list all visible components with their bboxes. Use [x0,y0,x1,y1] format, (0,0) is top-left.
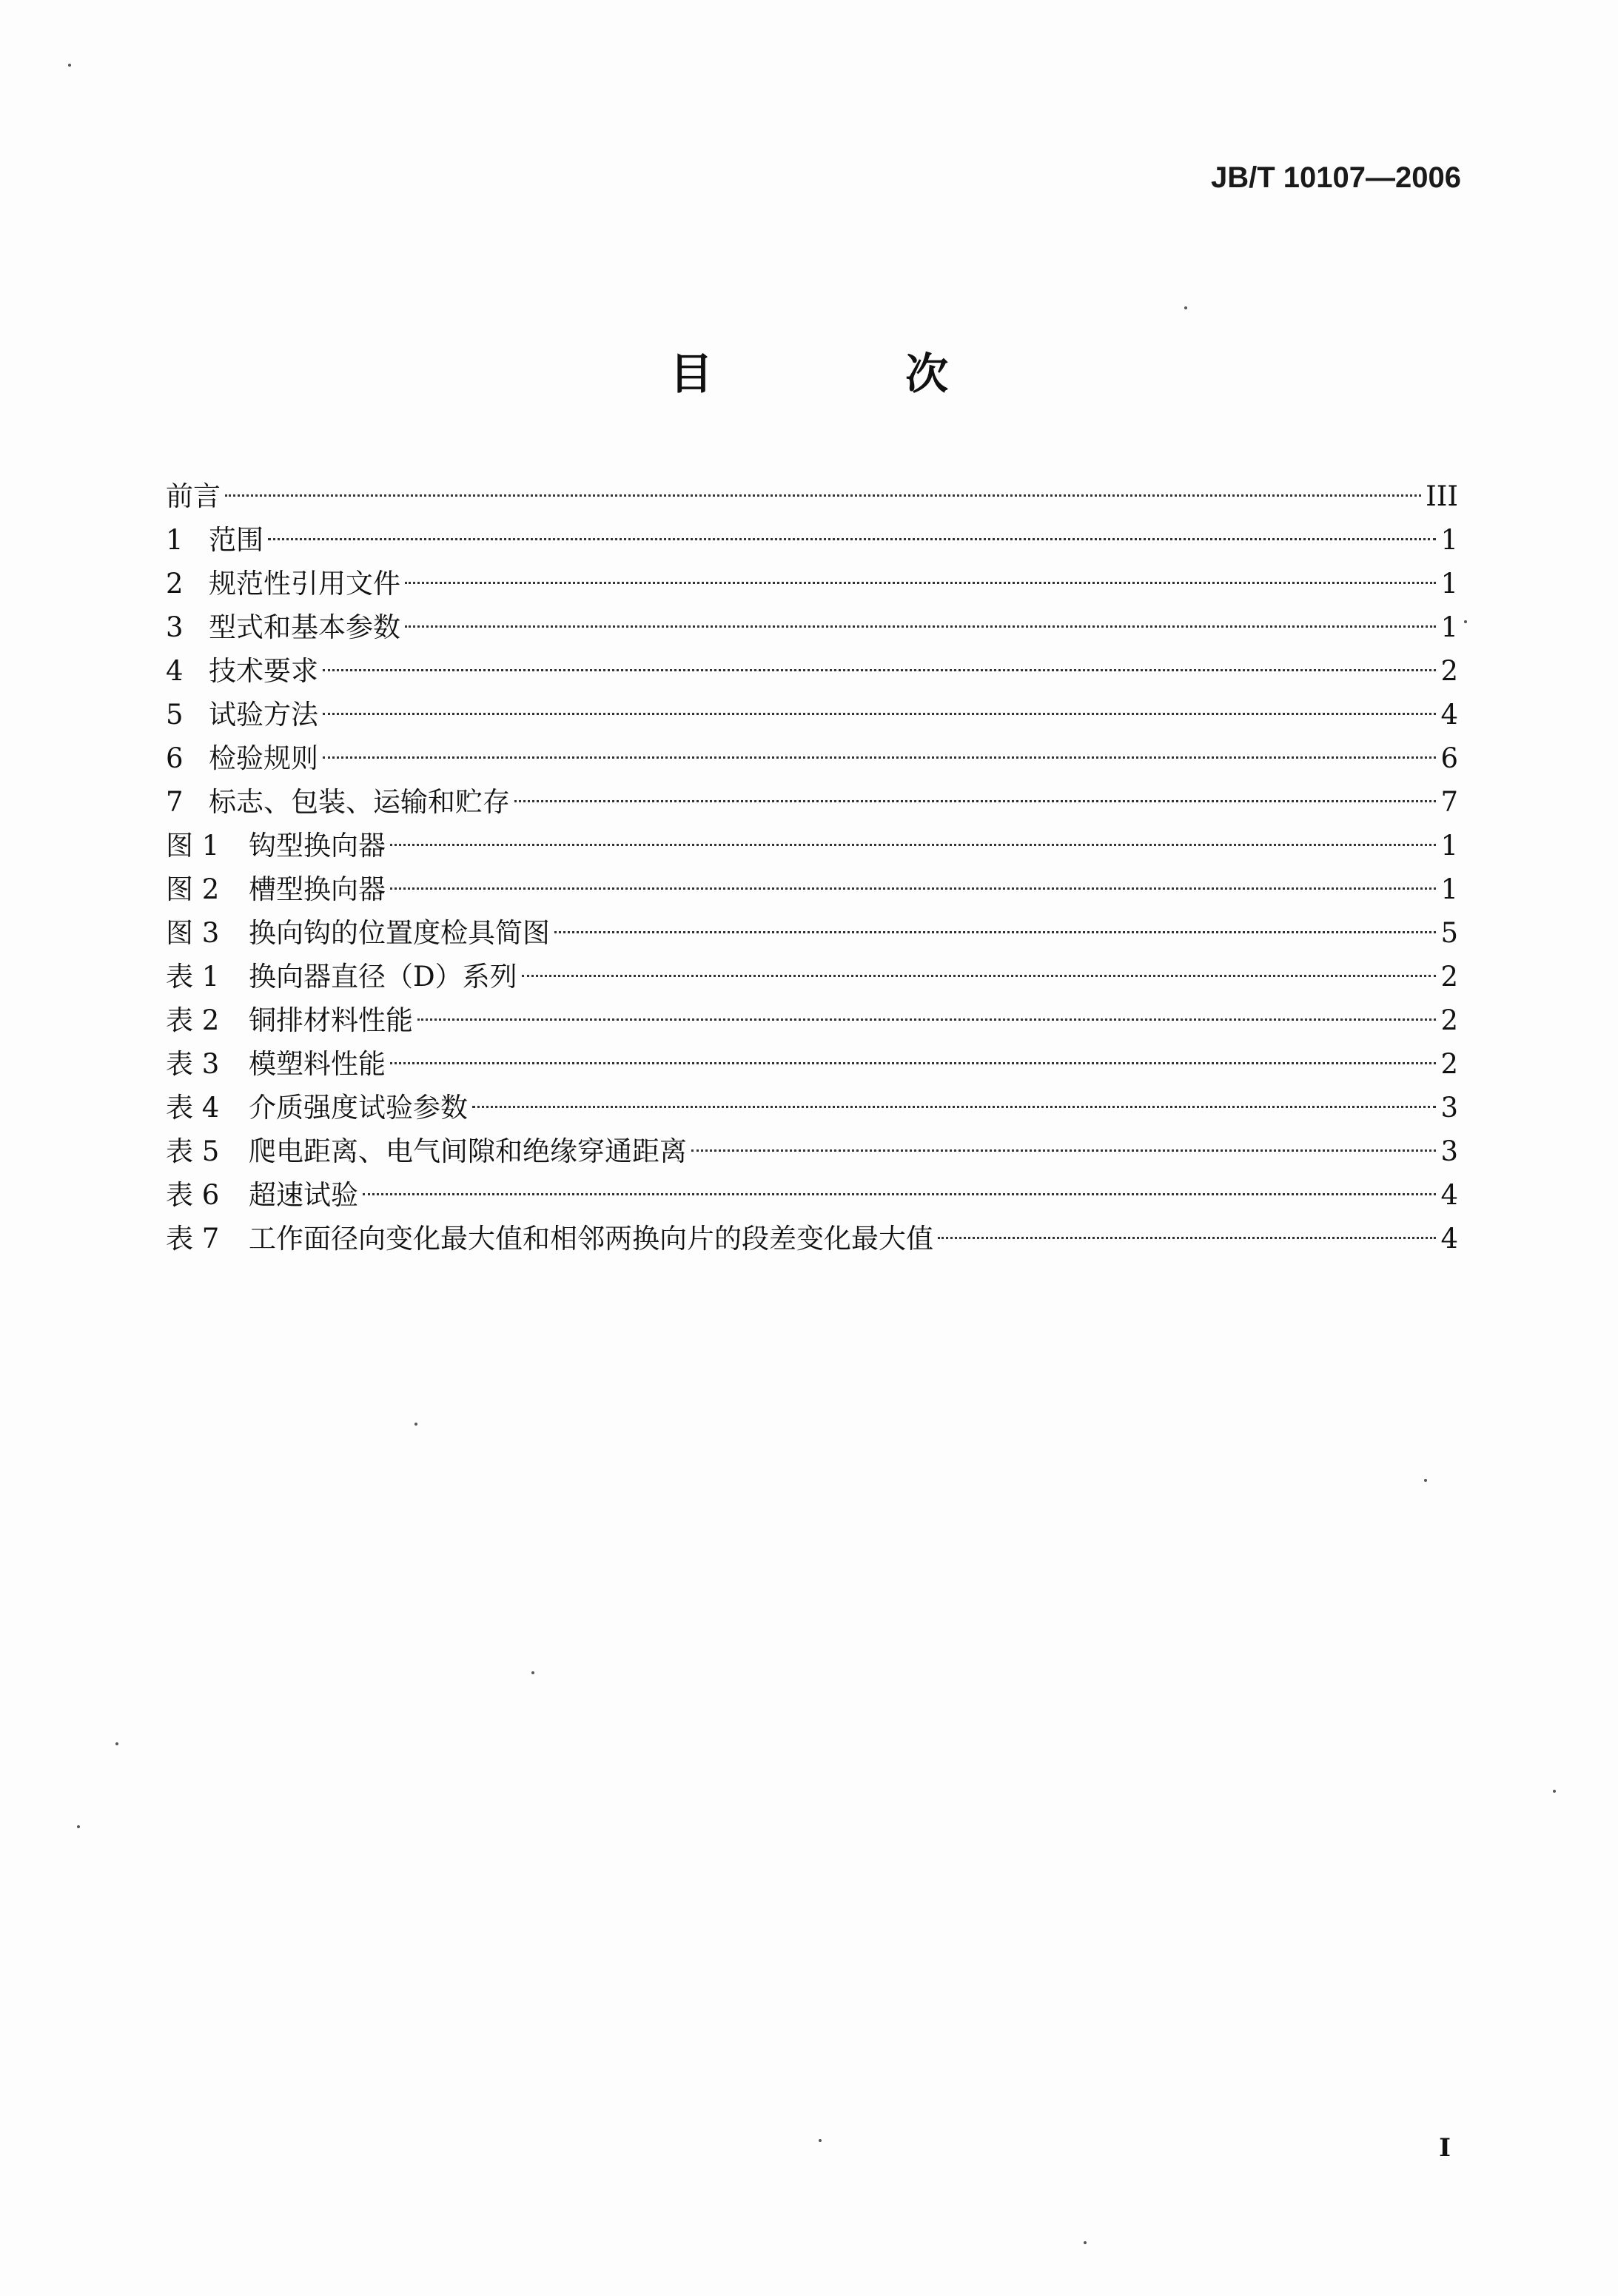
toc-entry-page: 1 [1440,611,1458,643]
scan-speck [1424,1479,1427,1482]
toc-leader-dots [225,494,1421,497]
scan-speck [77,1825,80,1828]
toc-leader-dots [514,800,1436,802]
toc-leader-dots [522,975,1436,977]
toc-leader-dots [554,931,1436,933]
toc-entry-page: 4 [1440,699,1458,731]
toc-leader-dots [323,756,1436,759]
toc-entry-table-3[interactable] [166,1042,1458,1086]
toc-entry-2[interactable] [166,562,1458,605]
table-of-contents [166,474,1458,1261]
toc-leader-dots [363,1193,1436,1195]
toc-entry-table-4[interactable] [166,1086,1458,1129]
toc-leader-dots [323,669,1436,671]
toc-entry-table-2[interactable] [166,998,1458,1042]
toc-leader-dots [405,625,1436,628]
toc-entry-table-7[interactable] [166,1217,1458,1261]
toc-entry-table-6[interactable] [166,1173,1458,1217]
toc-entry-page: 2 [1440,1004,1458,1036]
toc-entry-page: 4 [1440,1179,1458,1211]
toc-leader-dots [323,713,1436,715]
toc-entry-label: 图 2 槽型换向器 [166,873,386,905]
toc-entry-page: 1 [1440,568,1458,600]
toc-entry-page: III [1426,480,1458,512]
toc-entry-7[interactable] [166,780,1458,824]
toc-entry-label: 表 1 换向器直径（D）系列 [166,961,517,993]
document-code: JB/T 10107—2006 [1210,161,1461,194]
scan-speck [819,2139,822,2142]
toc-entry-label: 图 3 换向钩的位置度检具简图 [166,917,550,949]
toc-entry-page: 3 [1440,1135,1458,1167]
toc-entry-page: 3 [1440,1092,1458,1124]
toc-entry-figure-1[interactable] [166,824,1458,867]
toc-leader-dots [472,1106,1436,1108]
toc-leader-dots [691,1149,1436,1152]
toc-entry-page: 2 [1440,1048,1458,1080]
toc-entry-label: 7 标志、包装、运输和贮存 [166,786,510,818]
toc-entry-label: 表 3 模塑料性能 [166,1048,386,1080]
toc-entry-figure-2[interactable] [166,867,1458,911]
toc-entry-figure-3[interactable] [166,911,1458,955]
toc-entry-page: 2 [1440,655,1458,687]
toc-entry-label: 2 规范性引用文件 [166,568,400,600]
toc-leader-dots [390,1062,1436,1064]
toc-entry-page: 2 [1440,961,1458,993]
scan-speck [68,64,71,67]
toc-entry-page: 4 [1440,1223,1458,1255]
toc-leader-dots [417,1018,1436,1021]
toc-entry-label: 表 6 超速试验 [166,1179,358,1211]
toc-entry-label: 图 1 钩型换向器 [166,830,386,862]
toc-leader-dots [390,887,1436,890]
toc-entry-label: 前言 [166,480,221,512]
scan-speck [414,1423,417,1426]
page-number: I [1439,2133,1451,2163]
toc-entry-label: 5 试验方法 [166,699,318,731]
scan-speck [1184,306,1187,309]
toc-entry-label: 表 7 工作面径向变化最大值和相邻两换向片的段差变化最大值 [166,1223,933,1255]
toc-entry-4[interactable] [166,649,1458,693]
toc-entry-page: 1 [1440,873,1458,905]
toc-leader-dots [390,844,1436,846]
scan-speck [1464,620,1467,623]
toc-entry-label: 1 范围 [166,524,263,556]
toc-entry-table-1[interactable] [166,955,1458,998]
toc-entry-6[interactable] [166,736,1458,780]
toc-entry-label: 表 4 介质强度试验参数 [166,1092,468,1124]
toc-entry-label: 表 5 爬电距离、电气间隙和绝缘穿通距离 [166,1135,687,1167]
toc-leader-dots [268,538,1436,540]
toc-leader-dots [938,1237,1436,1239]
toc-entry-label: 表 2 铜排材料性能 [166,1004,413,1036]
toc-entry-label: 4 技术要求 [166,655,318,687]
scan-speck [115,1742,118,1745]
scan-speck [531,1671,534,1674]
toc-entry-1[interactable] [166,518,1458,562]
toc-leader-dots [405,582,1436,584]
toc-entry-page: 7 [1440,786,1458,818]
toc-entry-page: 6 [1440,742,1458,774]
toc-entry-3[interactable] [166,605,1458,649]
toc-entry-table-5[interactable] [166,1129,1458,1173]
toc-entry-preface[interactable] [166,474,1458,518]
toc-entry-5[interactable] [166,693,1458,736]
toc-entry-page: 5 [1440,917,1458,949]
scan-speck [1084,2241,1087,2244]
toc-entry-page: 1 [1440,830,1458,862]
toc-entry-label: 6 检验规则 [166,742,318,774]
scan-speck [1553,1790,1556,1793]
toc-title: 目 次 [669,349,1038,399]
toc-entry-label: 3 型式和基本参数 [166,611,400,643]
toc-entry-page: 1 [1440,524,1458,556]
